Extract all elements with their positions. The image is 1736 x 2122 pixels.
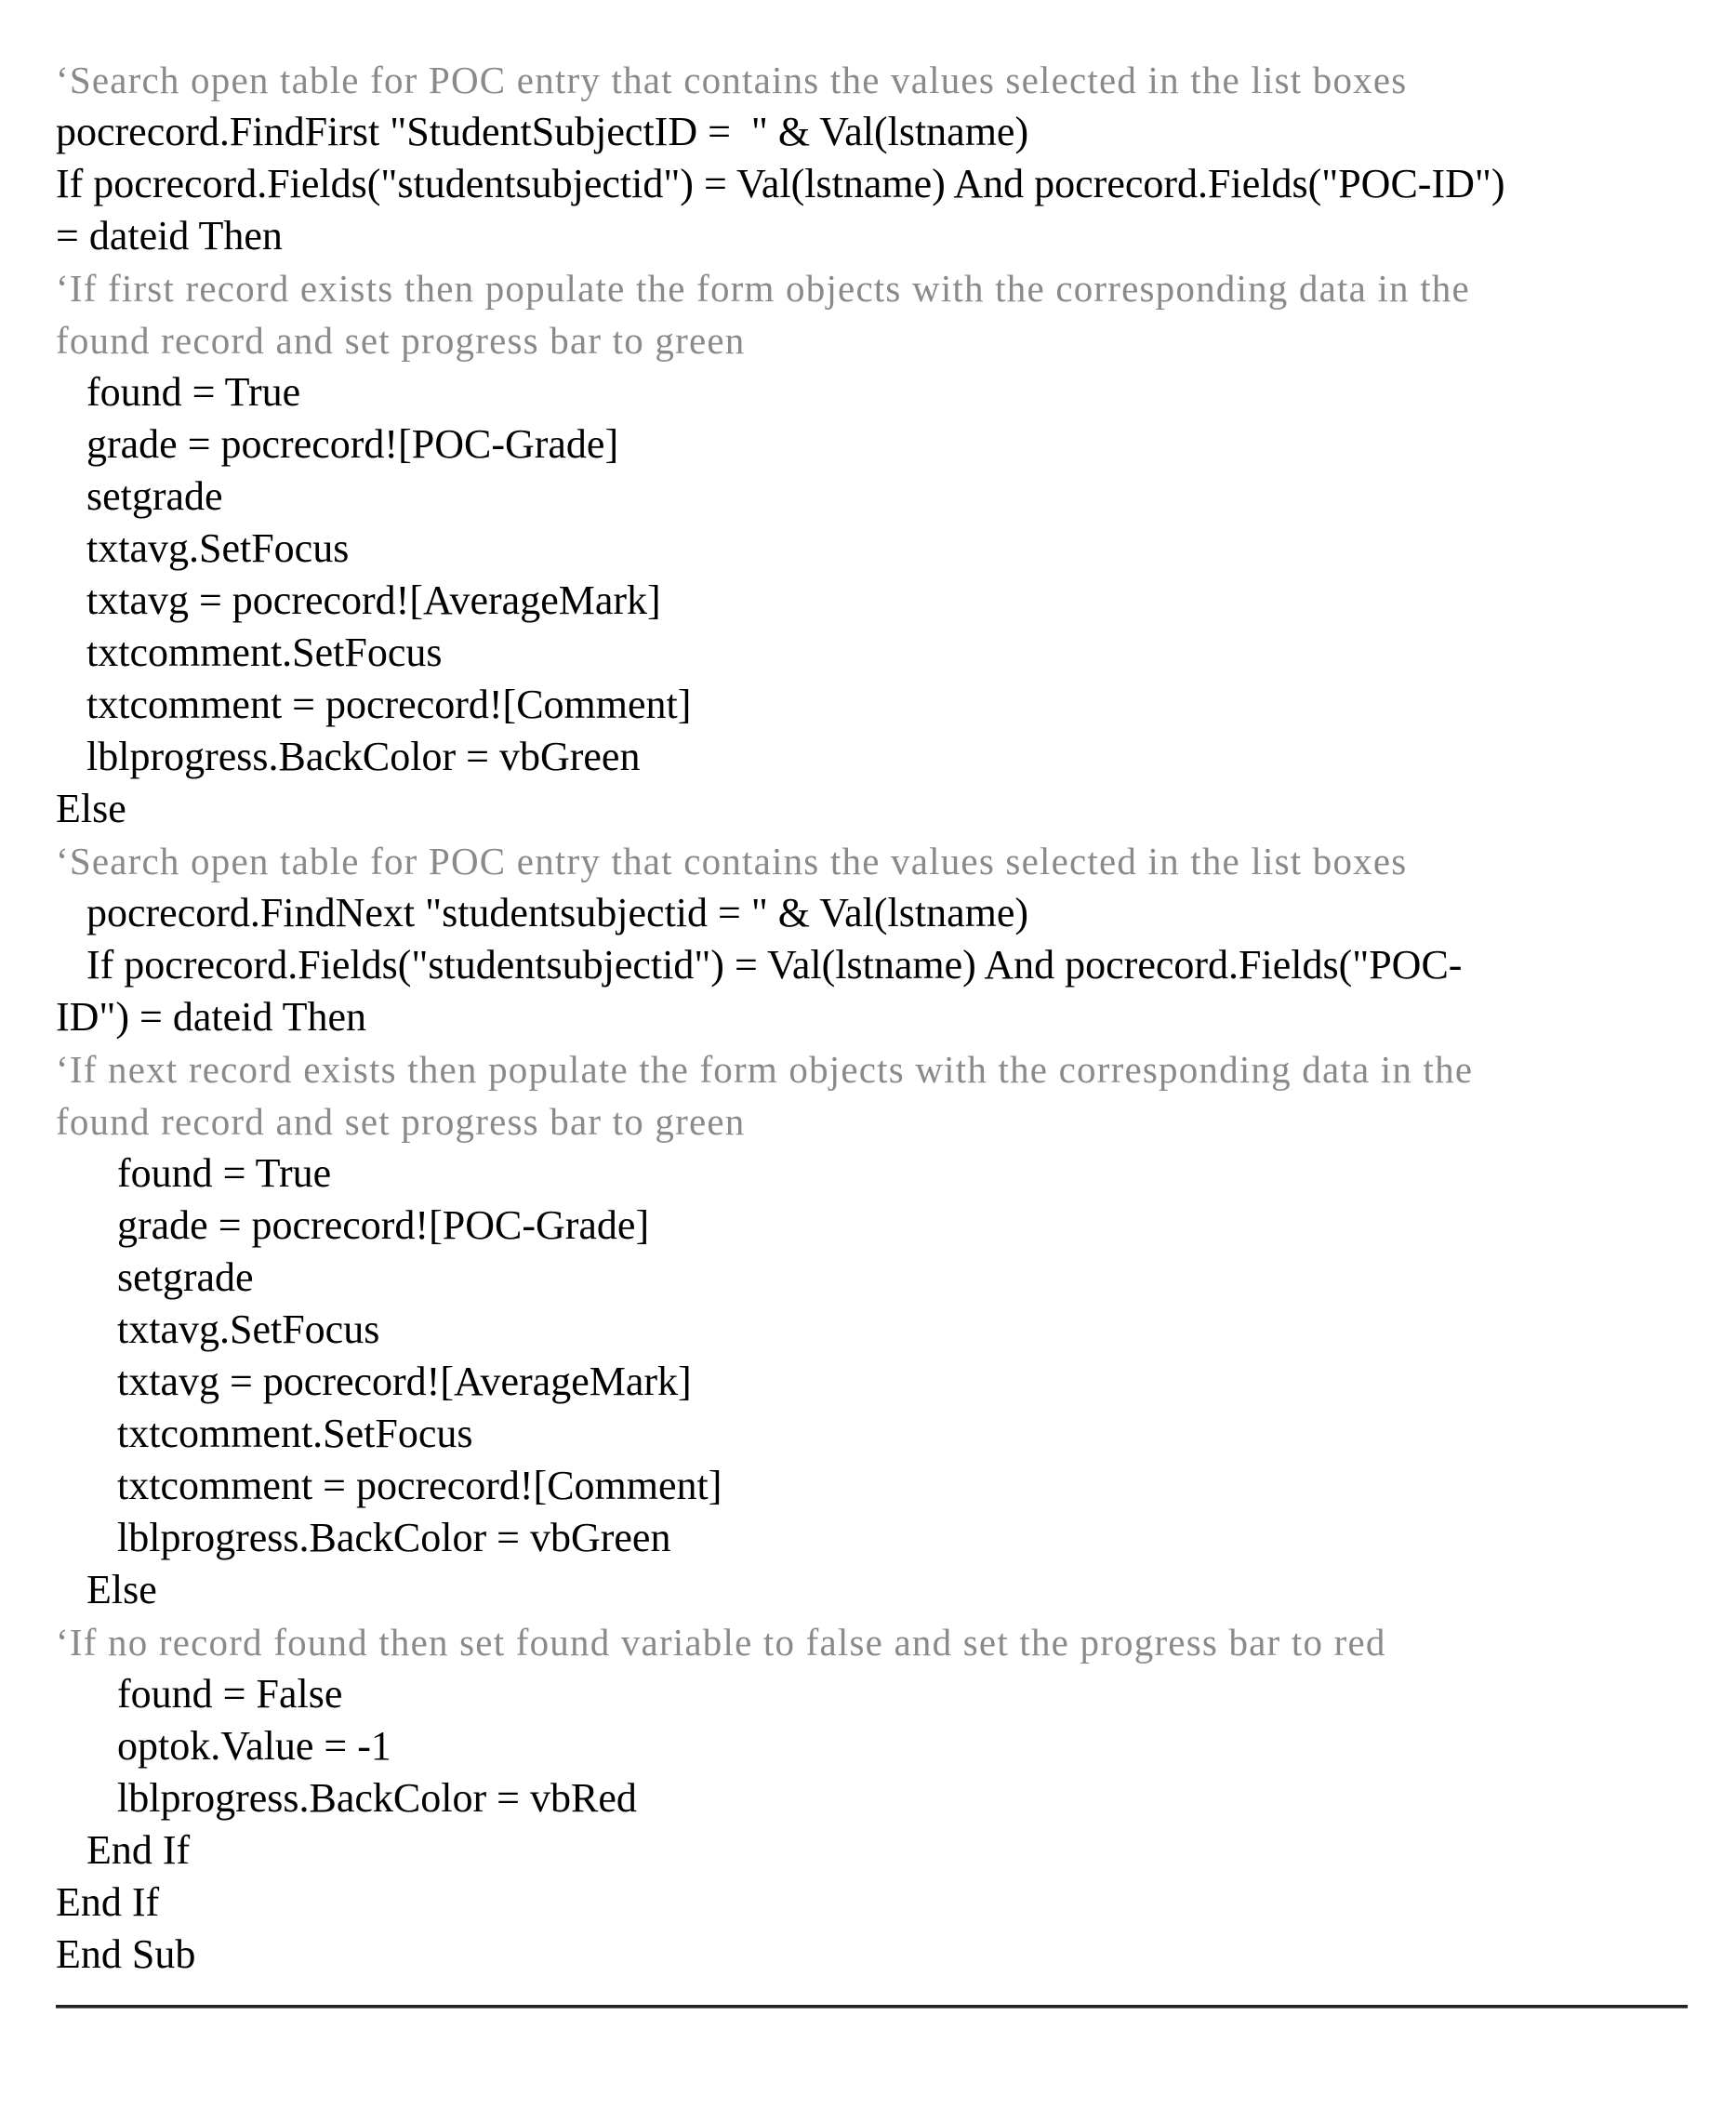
code-line: Else: [56, 1567, 157, 1612]
code-line: lblprogress.BackColor = vbRed: [56, 1775, 637, 1821]
code-line: txtavg.SetFocus: [56, 1306, 380, 1352]
code-line: txtcomment = pocrecord![Comment]: [56, 1463, 722, 1508]
code-line: txtcomment.SetFocus: [56, 1411, 473, 1456]
code-line: pocrecord.FindNext "studentsubjectid = " & Val(lstname): [56, 890, 1029, 935]
code-comment-line: ‘Search open table for POC entry that contains the values selected in the list boxes: [56, 840, 1408, 882]
code-line: found = False: [56, 1671, 343, 1717]
code-line: lblprogress.BackColor = vbGreen: [56, 1515, 671, 1560]
code-line: found = True: [56, 1150, 332, 1196]
code-comment-line: found record and set progress bar to green: [56, 319, 746, 362]
code-comment-line: ‘If no record found then set found variable to false and set the progress bar to red: [56, 1621, 1386, 1664]
code-line: Else: [56, 786, 126, 831]
code-line: setgrade: [56, 1254, 254, 1300]
code-line: found = True: [56, 369, 301, 415]
code-line: End Sub: [56, 1931, 196, 1977]
code-line: optok.Value = -1: [56, 1723, 391, 1769]
code-line: txtavg.SetFocus: [56, 525, 350, 571]
code-line: End If: [56, 1827, 191, 1873]
code-comment-line: ‘Search open table for POC entry that contains the values selected in the list boxes: [56, 59, 1408, 101]
code-line: If pocrecord.Fields("studentsubjectid") = Val(lstname) And pocrecord.Fields("POC-: [56, 942, 1463, 988]
code-line: pocrecord.FindFirst "StudentSubjectID = " & Val(lstname): [56, 109, 1029, 154]
code-comment-line: ‘If next record exists then populate the form objects with the corresponding data in the: [56, 1048, 1474, 1091]
code-line: txtavg = pocrecord![AverageMark]: [56, 577, 661, 623]
code-line: txtcomment.SetFocus: [56, 630, 443, 675]
bottom-rule-divider: [56, 2005, 1688, 2009]
code-line: txtcomment = pocrecord![Comment]: [56, 682, 692, 727]
code-line: End If: [56, 1879, 160, 1925]
code-line: txtavg = pocrecord![AverageMark]: [56, 1359, 692, 1404]
code-line: grade = pocrecord![POC-Grade]: [56, 1202, 650, 1248]
code-line: grade = pocrecord![POC-Grade]: [56, 421, 619, 467]
code-line: setgrade: [56, 473, 223, 519]
code-comment-line: ‘If first record exists then populate the form objects with the corresponding data in the: [56, 267, 1470, 310]
code-line: If pocrecord.Fields("studentsubjectid") = Val(lstname) And pocrecord.Fields("POC-ID"): [56, 161, 1505, 206]
code-line: ID") = dateid Then: [56, 994, 366, 1040]
code-line: lblprogress.BackColor = vbGreen: [56, 734, 641, 779]
code-listing: [56, 54, 1692, 1981]
code-comment-line: found record and set progress bar to green: [56, 1100, 746, 1143]
code-line: = dateid Then: [56, 213, 283, 259]
